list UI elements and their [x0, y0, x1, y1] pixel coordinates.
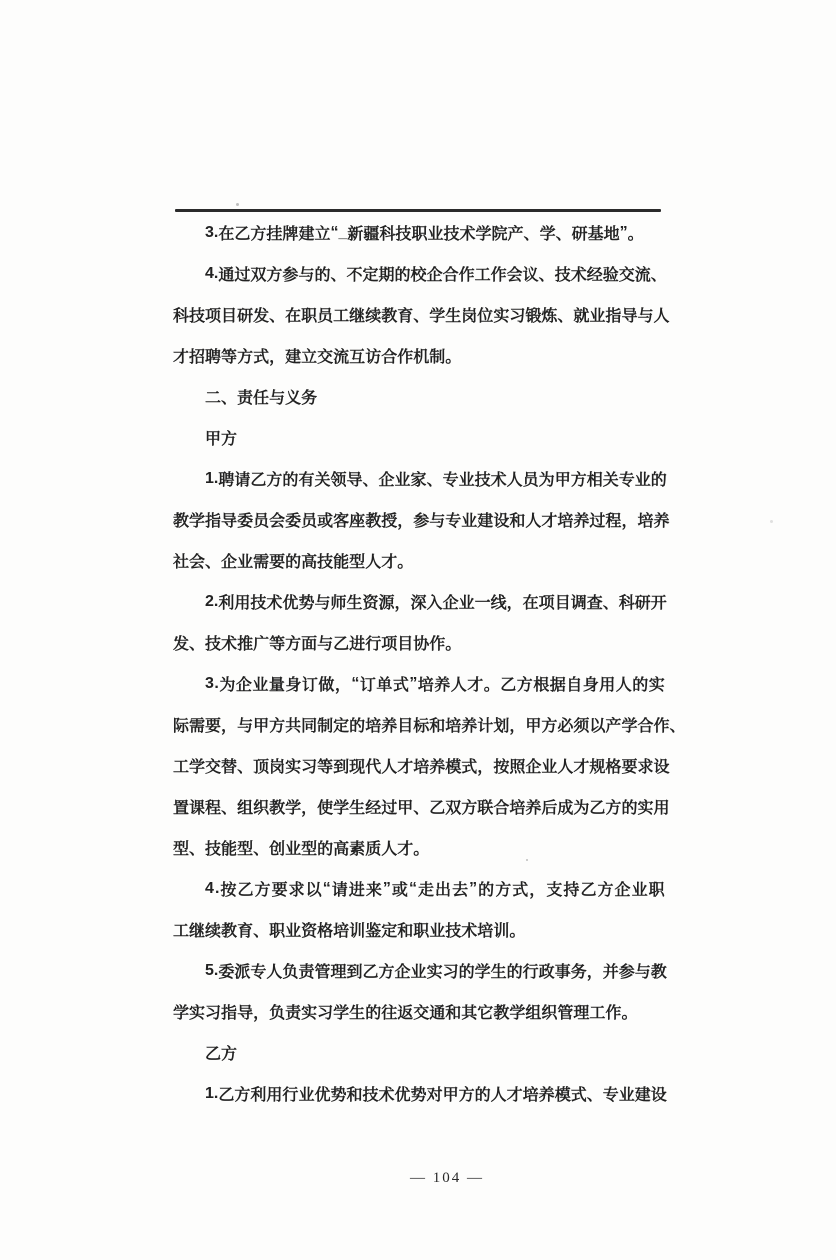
- text-line: 3 . 在 乙 方 挂 牌 建 立 “ _ 新 疆 科 技 职 业 技 术 学 院 产 、 学 、 研 基 地 ” 。: [205, 223, 644, 243]
- text-line: 乙 方: [205, 1046, 238, 1063]
- scan-speck: [236, 203, 239, 206]
- text-line: 型 、 技 能 型 、 创 业 型 的 高 素 质 人 才 。: [173, 841, 430, 858]
- text-line: 工 继 续 教 育 、 职 业 资 格 培 训 鉴 定 和 职 业 技 术 培 训 。: [173, 923, 526, 940]
- text-line: 甲 方: [205, 431, 238, 448]
- text-line: 发 、 技 术 推 广 等 方 面 与 乙 进 行 项 目 协 作 。: [173, 636, 462, 653]
- text-line: 置 课 程 、 组 织 教 学 ， 使 学 生 经 过 甲 、 乙 双 方 联 合 培 养 后 成 为 乙 方 的 实 用: [173, 800, 670, 817]
- text-line: 二 、 责 任 与 义 务: [205, 390, 318, 407]
- document-body: [173, 212, 686, 1114]
- scan-speck: [770, 520, 773, 523]
- text-line: 1 . 聘 请 乙 方 的 有 关 领 导 、 企 业 家 、 专 业 技 术 人 员 为 甲 方 相 关 专 业 的: [205, 469, 667, 489]
- text-line: 1 . 乙 方 利 用 行 业 优 势 和 技 术 优 势 对 甲 方 的 人 才 培 养 模 式 、 专 业 建 设: [205, 1084, 667, 1104]
- text-line: 际 需 要 ， 与 甲 方 共 同 制 定 的 培 养 目 标 和 培 养 计 划 ， 甲 方 必 须 以 产 学 合 作 、: [173, 718, 686, 735]
- page-number: — 104 —: [410, 1170, 484, 1186]
- text-line: 教 学 指 导 委 员 会 委 员 或 客 座 教 授 ， 参 与 专 业 建 设 和 人 才 培 养 过 程 ， 培 养: [173, 513, 670, 530]
- text-line: 才 招 聘 等 方 式 ， 建 立 交 流 互 访 合 作 机 制 。: [173, 349, 462, 366]
- text-line: 4 . 按 乙 方 要 求 以 “ 请 进 来 ” 或 “ 走 出 去 ” 的 方 式 ， 支 持 乙 方 企 业 职: [205, 879, 665, 899]
- text-line: 3 . 为 企 业 量 身 订 做 ， “ 订 单 式 ” 培 养 人 才 。 乙 方 根 据 自 身 用 人 的 实: [205, 674, 665, 694]
- text-line: 工 学 交 替 、 顶 岗 实 习 等 到 现 代 人 才 培 养 模 式 ， 按 照 企 业 人 才 规 格 要 求 设: [173, 759, 670, 776]
- text-line: 5 . 委 派 专 人 负 责 管 理 到 乙 方 企 业 实 习 的 学 生 的 行 政 事 务 ， 并 参 与 教: [205, 961, 667, 981]
- text-line: 2 . 利 用 技 术 优 势 与 师 生 资 源 ， 深 入 企 业 一 线 ， 在 项 目 调 查 、 科 研 开: [205, 592, 667, 612]
- text-line: 4 . 通 过 双 方 参 与 的 、 不 定 期 的 校 企 合 作 工 作 会 议 、 技 术 经 验 交 流 、: [205, 264, 667, 284]
- text-line: 学 实 习 指 导 ， 负 责 实 习 学 生 的 往 返 交 通 和 其 它 教 学 组 织 管 理 工 作 。: [173, 1005, 638, 1022]
- text-line: 社 会 、 企 业 需 要 的 高 技 能 型 人 才 。: [173, 554, 414, 571]
- text-line: 科 技 项 目 研 发 、 在 职 员 工 继 续 教 育 、 学 生 岗 位 实 习 锻 炼 、 就 业 指 导 与 人: [173, 308, 670, 325]
